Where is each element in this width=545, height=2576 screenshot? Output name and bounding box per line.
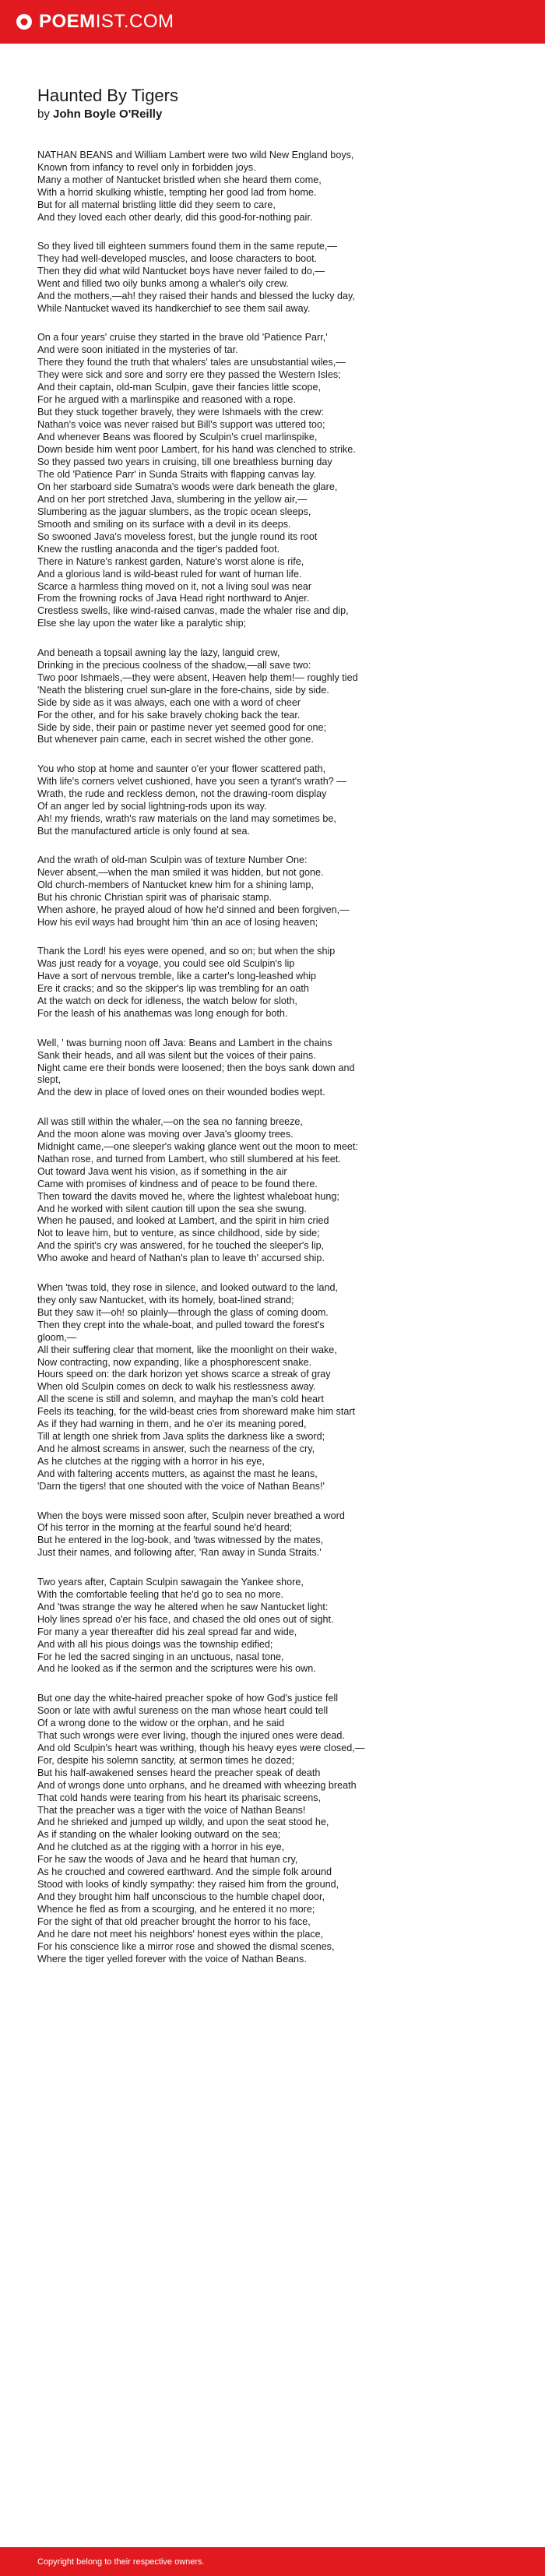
logo-text-bold: POEM [39,11,96,32]
poem-line: But his half-awakened senses heard the preacher speak of death [37,1767,321,1778]
poem-line: And the dew in place of loved ones on their wounded bodies wept. [37,1087,325,1098]
poem-line: Else she lay upon the water like a paralytic ship; [37,618,247,629]
poem-line: Nathan's voice was never raised but Bill's support was uttered too; [37,419,325,431]
poem-line: From the frowning rocks of Java Head right northward to Anjer. [37,593,310,604]
author-link[interactable]: John Boyle O'Reilly [53,107,163,121]
poem-line: Wrath, the rude and reckless demon, not the drawing-room display [37,788,327,799]
poem-line: When 'twas told, they rose in silence, and looked outward to the land, [37,1281,339,1293]
poem-line: Known from infancy to revel only in forbidden joys. [37,161,256,173]
poem-line: And the wrath of old-man Sculpin was of texture Number One: [37,855,308,866]
poem-line: Just their names, and following after, 'Ran away in Sunda Straits.' [37,1547,322,1559]
stanza [37,855,520,929]
poem-line: And they loved each other dearly, did this good-for-nothing pair. [37,211,313,223]
copyright-text: Copyright belong to their respective owners. [37,2557,205,2567]
poem-line: But he entered in the log-book, and 'twas witnessed by the mates, [37,1535,324,1546]
poem-line: For he argued with a marlinspike and reasoned with a rope. [37,394,296,406]
poem-line: Hours speed on: the dark horizon yet shows scarce a streak of gray [37,1369,331,1380]
site-logo[interactable] [16,11,174,33]
poem-line: So swooned Java's moveless forest, but the jungle round its root [37,530,318,542]
poem-line: And with all his pious doings was the township edified; [37,1638,273,1650]
poem-line: And he dare not meet his neighbors' honest eyes within the place, [37,1929,324,1940]
poem-line: Feels its teaching, for the wild-beast cries from shoreward make him start [37,1406,356,1418]
poem-line: For he saw the woods of Java and he heard that human cry, [37,1854,298,1866]
poem-line: And beneath a topsail awning lay the lazy, languid crew, [37,647,280,658]
poem-line: And he clutched as at the rigging with a horror in his eye, [37,1841,285,1853]
poem-line: Scarce a harmless thing moved on it, not a living soul was near [37,580,312,592]
stanza [37,946,520,1020]
poem-line: Down beside him went poor Lambert, for his hand was clenched to strike. [37,444,356,456]
poem-line: All their suffering clear that moment, like the moonlight on their wake, [37,1344,337,1355]
stanza [37,150,520,224]
stanza [37,1282,520,1493]
poem-line: Went and filled two oily bunks among a whaler's oily crew. [37,278,289,290]
poem-line: On her starboard side Sumatra's woods were dark beneath the glare, [37,481,338,492]
poem-body [37,150,520,1966]
poem-line: Not to leave him, but to venture, as since childhood, side by side; [37,1228,320,1239]
poem-line: For the other, and for his sake bravely choking back the tear. [37,709,301,721]
poem-line: For the leash of his anathemas was long enough for both. [37,1008,288,1020]
stanza [37,1577,520,1676]
poem-line: The old 'Patience Parr' in Sunda Straits with flapping canvas lay. [37,468,317,480]
poem-line: But they saw it—oh! so plainly—through the glass of coming doom. [37,1306,329,1318]
poem-line: For his conscience like a mirror rose and showed the dismal scenes, [37,1941,335,1952]
poem-line: For, despite his solemn sanctity, at sermon times he dozed; [37,1754,295,1766]
poem-line: And they brought him half unconscious to the humble chapel door, [37,1891,325,1903]
poem-line: Side by side as it was always, each one with a word of cheer [37,696,301,708]
poem-line: And he worked with silent caution till upon the sea she swung. [37,1203,307,1214]
poem-line: Night came ere their bonds were loosened; then the boys sank down and [37,1062,355,1073]
poem-line: So they passed two years in cruising, till one breathless burning day [37,456,332,467]
poem-line: As he crouched and cowered earthward. And the simple folk around [37,1866,332,1878]
stanza [37,1510,520,1560]
stanza [37,241,520,315]
poem-line: Nathan rose, and turned from Lambert, who still slumbered at his feet. [37,1153,341,1165]
poem-line: slept, [37,1074,62,1086]
poem-line: But the manufactured article is only found at sea. [37,825,251,837]
poem-line: Of his terror in the morning at the fearful sound he'd heard; [37,1522,293,1534]
poem-line: Crestless swells, like wind-raised canvas, made the whaler rise and dip, [37,605,349,617]
poem-line: When old Sculpin comes on deck to walk his restlessness away. [37,1381,316,1393]
poem-line: And on her port stretched Java, slumbering in the yellow air,— [37,493,308,505]
poem-line: At the watch on deck for idleness, the watch below for sloth, [37,996,297,1007]
poem-line: Sank their heads, and all was silent but the voices of their pains. [37,1049,316,1061]
poem-line: And old Sculpin's heart was writhing, though his heavy eyes were closed,— [37,1742,365,1753]
poem-line: For many a year thereafter did his zeal spread far and wide, [37,1626,297,1637]
poem-line: And the moon alone was moving over Java's gloomy trees. [37,1128,294,1140]
poem-line: There in Nature's rankest garden, Nature's worst alone is rife, [37,555,304,567]
poem-line: Two poor Ishmaels,—they were absent, Heaven help them!— roughly tied [37,671,358,683]
poem-line: For the sight of that old preacher brought the horror to his face, [37,1916,311,1928]
poem-line: Where the tiger yelled forever with the voice of Nathan Beans. [37,1953,307,1965]
stanza [37,1116,520,1265]
poem-line: When ashore, he prayed aloud of how he'd sinned and been forgiven,— [37,904,350,915]
poem-line: And a glorious land is wild-beast ruled for want of human life. [37,568,302,580]
circle-logo-icon [16,13,33,30]
poem-line: Ah! my friends, wrath's raw materials on the land may sometimes be, [37,812,336,824]
stanza [37,332,520,630]
poem-line: Whence he fled as from a scourging, and he entered it no more; [37,1904,315,1915]
poem-line: And their captain, old-man Sculpin, gave their fancies little scope, [37,382,322,393]
poem-line: Now contracting, now expanding, like a phosphorescent snake. [37,1356,312,1368]
poem-line: But for all maternal bristling little did they seem to care, [37,199,276,210]
poem-line: Ere it cracks; and so the skipper's lip was trembling for an oath [37,983,309,995]
poem-line: Of an anger led by social lightning-rods upon its way. [37,800,267,812]
poem-line: And were soon initiated in the mysteries of tar. [37,344,238,356]
poem-line: And the mothers,—ah! they raised their hands and blessed the lucky day, [37,291,355,302]
poem-line: Was just ready for a voyage, you could see old Sculpin's lip [37,958,295,970]
poem-line: Drinking in the precious coolness of the shadow,—all save two: [37,659,311,671]
poem-line: Stood with looks of kindly sympathy: they raised him from the ground, [37,1879,339,1891]
poem-line: Out toward Java went his vision, as if something in the air [37,1165,287,1177]
poem-line: Holy lines spread o'er his face, and chased the old ones out of sight. [37,1613,334,1625]
poem-line: Of a wrong done to the widow or the orphan, and he said [37,1717,285,1728]
poem-line: Slumbering as the jaguar slumbers, as the tropic ocean sleeps, [37,506,311,517]
poem-line: Have a sort of nervous tremble, like a carter's long-leashed whip [37,971,316,982]
poem-line: Smooth and smiling on its surface with a devil in its deeps. [37,518,291,530]
poem-line: With the comfortable feeling that he'd go to sea no more. [37,1588,284,1600]
top-navigation-bar [0,0,545,44]
poem-line: They had well-developed muscles, and loose characters to boot. [37,253,318,265]
poem-line: Thank the Lord! his eyes were opened, and so on; but when the ship [37,946,336,957]
poem-line: Came with promises of kindness and of peace to be found there. [37,1178,318,1189]
poem-line: Well, ' twas burning noon off Java: Beans and Lambert in the chains [37,1037,332,1048]
poem-line: With a horrid skulking whistle, tempting her good lad from home. [37,186,317,198]
poem-line: Old church-members of Nantucket knew him for a shining lamp, [37,879,314,891]
poem-line: NATHAN BEANS and William Lambert were two wild New England boys, [37,150,354,160]
poem-line: So they lived till eighteen summers found them in the same repute,— [37,241,338,252]
poem-line: They were sick and sore and sorry ere they passed the Western Isles; [37,369,341,381]
poem-title: Haunted By Tigers [37,86,178,105]
poem-content [37,86,520,1982]
poem-line: Then they did what wild Nantucket boys have never failed to do,— [37,266,325,277]
poem-line: That such wrongs were ever living, though the injured ones were dead. [37,1729,345,1741]
poem-line: they only saw Nantucket, with its homely, boat-lined strand; [37,1294,294,1306]
poem-line: Then they crept into the whale-boat, and pulled toward the forest's [37,1319,325,1330]
poem-line: On a four years' cruise they started in the brave old 'Patience Parr,' [37,332,328,344]
poem-line: Two years after, Captain Sculpin sawagain the Yankee shore, [37,1576,304,1588]
poem-byline [37,106,520,123]
poem-line: But his chronic Christian spirit was of pharisaic stamp. [37,892,272,904]
poem-line: And with faltering accents mutters, as against the mast he leans, [37,1468,318,1480]
poem-line: How his evil ways had brought him 'thin an ace of losing heaven; [37,916,318,928]
poem-line: Many a mother of Nantucket bristled when she heard them come, [37,174,322,185]
poem-line: That the preacher was a tiger with the voice of Nathan Beans! [37,1804,306,1816]
stanza [37,1038,520,1100]
poem-line: As if they had warning in them, and he o'er its meaning pored, [37,1418,307,1430]
poem-line: And 'twas strange the way he altered when he saw Nantucket light: [37,1601,329,1612]
byline-prefix: by [37,107,50,121]
poem-line: Midnight came,—one sleeper's waking glance went out the moon to meet: [37,1140,358,1152]
poem-line: Never absent,—when the man smiled it was hidden, but not gone. [37,867,324,879]
stanza [37,647,520,747]
poem-line: With life's corners velvet cushioned, have you seen a tyrant's wrath? — [37,775,346,787]
poem-line: But whenever pain came, each in secret wished the other gone. [37,734,314,745]
poem-line: There they found the truth that whalers' tales are unsubstantial wiles,— [37,357,346,368]
poem-line: All the scene is still and solemn, and mayhap the man's cold heart [37,1394,324,1405]
poem-line: And of wrongs done unto orphans, and he dreamed with wheezing breath [37,1779,357,1791]
stanza [37,1693,520,1966]
poem-line: Side by side, their pain or pastime never yet seemed good for one; [37,721,327,733]
poem-line: Till at length one shriek from Java splits the darkness like a sword; [37,1431,325,1443]
poem-line: And he almost screams in answer, such the nearness of the cry, [37,1443,315,1455]
poem-line: gloom,— [37,1331,77,1343]
poem-line: And he looked as if the sermon and the scriptures were his own. [37,1663,316,1675]
poem-line: When the boys were missed soon after, Sculpin never breathed a word [37,1510,345,1521]
logo-text-light: IST.COM [95,11,174,32]
poem-line: But one day the white-haired preacher spoke of how God's justice fell [37,1692,339,1704]
poem-line: As he clutches at the rigging with a horror in his eye, [37,1456,265,1468]
poem-line: And he shrieked and jumped up wildly, and upon the seat stood he, [37,1817,329,1828]
poem-line: When he paused, and looked at Lambert, and the spirit in him cried [37,1215,329,1227]
poem-line: And the spirit's cry was answered, for he touched the sleeper's lip, [37,1240,325,1252]
poem-line: Then toward the davits moved he, where the lightest whaleboat hung; [37,1190,339,1202]
poem-line: You who stop at home and saunter o'er your flower scattered path, [37,763,326,774]
poem-line: And whenever Beans was floored by Sculpin's cruel marlinspike, [37,432,318,443]
poem-line: For he led the sacred singing in an unctuous, nasal tone, [37,1651,284,1662]
poem-line: While Nantucket waved its handkerchief to see them sail away. [37,302,311,314]
poem-line: All was still within the whaler,—on the sea no fanning breeze, [37,1115,303,1127]
poem-line: 'Darn the tigers! that one shouted with the voice of Nathan Beans!' [37,1481,325,1492]
poem-line: Soon or late with awful sureness on the man whose heart could tell [37,1704,329,1716]
footer-bar [0,2547,545,2576]
poem-line: 'Neath the blistering cruel sun-glare in the fore-chains, side by side. [37,684,329,696]
poem-line: As if standing on the whaler looking outward on the sea; [37,1829,281,1841]
poem-line: Knew the rustling anaconda and the tiger's padded foot. [37,543,280,555]
stanza [37,763,520,838]
poem-line: But they stuck together bravely, they were Ishmaels with the crew: [37,407,324,418]
poem-line: Who awoke and heard of Nathan's plan to leave th' accursed ship. [37,1253,325,1264]
poem-line: That cold hands were tearing from his heart its pharisaic screens, [37,1792,321,1803]
